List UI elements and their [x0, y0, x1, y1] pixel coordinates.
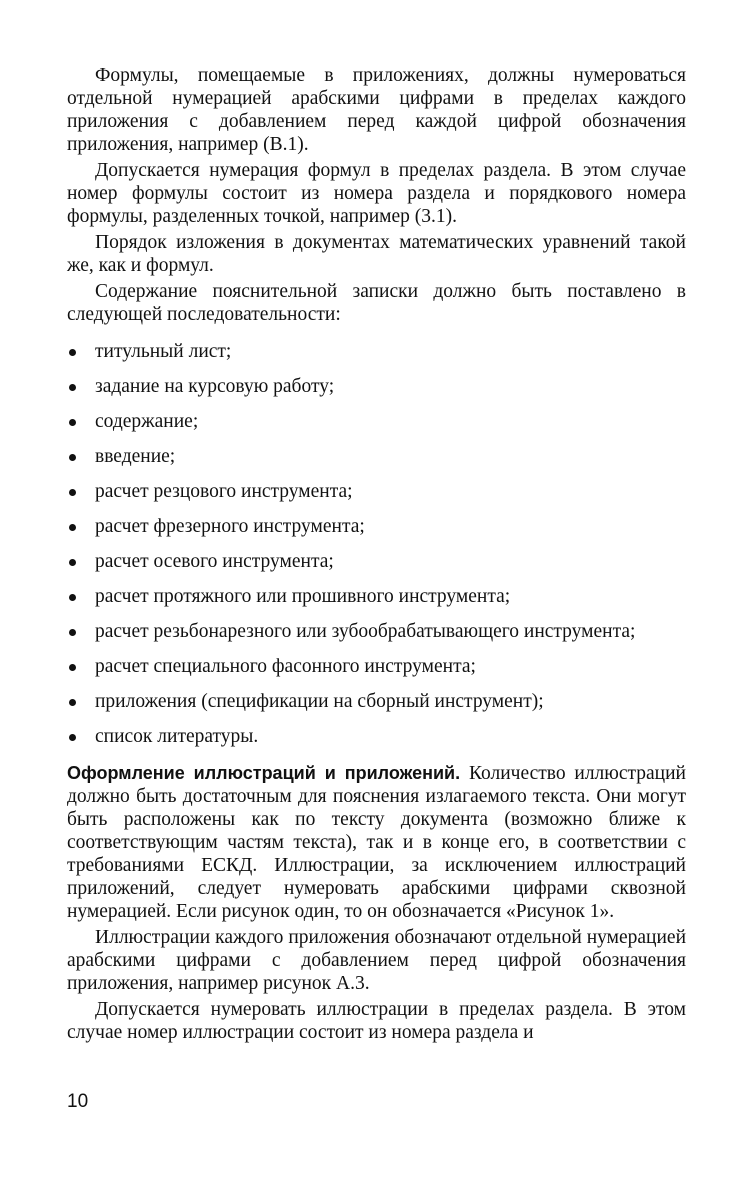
list-item-text: задание на курсовую работу; [95, 376, 335, 397]
list-item [67, 445, 686, 468]
bullet-icon [69, 454, 76, 461]
list-item-text: список литературы. [95, 726, 259, 747]
bullet-icon [69, 524, 76, 531]
list-item-text: введение; [95, 446, 176, 467]
contents-list [67, 340, 686, 748]
list-item-text: расчет протяжного или прошивного инструмента; [95, 586, 511, 607]
list-item [67, 515, 686, 538]
list-item [67, 690, 686, 713]
paragraph-appendix-illustrations: Иллюстрации каждого приложения обозначают отдельной нумерацией арабскими цифрами с добавлением перед цифрой обозначения приложения, например рисунок А.3. [67, 927, 686, 994]
bullet-icon [69, 559, 76, 566]
list-item [67, 585, 686, 608]
bullet-icon [69, 349, 76, 356]
page-number: 10 [67, 1091, 89, 1112]
bullet-icon [69, 629, 76, 636]
page-body [67, 64, 686, 1044]
paragraph-formula-numbering-section: Допускается нумерация формул в пределах раздела. В этом случае номер формулы состоит из номера раздела и порядкового номера формулы, разделенных точкой, например (3.1). [67, 160, 686, 227]
list-item [67, 725, 686, 748]
bullet-icon [69, 489, 76, 496]
list-item-text: приложения (спецификации на сборный инструмент); [95, 691, 544, 712]
list-item [67, 375, 686, 398]
list-item [67, 620, 686, 643]
paragraph-equations-order: Порядок изложения в документах математических уравнений такой же, как и формул. [67, 232, 686, 276]
paragraph-illustrations-section [67, 762, 686, 923]
list-item-text: расчет осевого инструмента; [95, 551, 334, 572]
section-heading: Оформление иллюстраций и приложений. [67, 763, 461, 783]
bullet-icon [69, 734, 76, 741]
list-item [67, 410, 686, 433]
list-item-text: содержание; [95, 411, 199, 432]
section-text: Количество иллюстраций должно быть достаточным для пояснения излагаемого текста. Они могут быть расположены как по тексту документа (возможно ближе к соответствующим частям текста), так и в конце его, в соответствии с требованиями ЕСКД. Иллюстрации, за исключением иллюстраций приложений, следует нумеровать арабскими цифрами сквозной нумерацией. Если рисунок один, то он обозначается «Рисунок 1». [67, 763, 686, 922]
bullet-icon [69, 594, 76, 601]
list-item-text: титульный лист; [95, 341, 232, 362]
list-item [67, 655, 686, 678]
bullet-icon [69, 664, 76, 671]
list-item-text: расчет резьбонарезного или зубообрабатывающего инструмента; [95, 621, 636, 642]
list-item [67, 550, 686, 573]
list-item [67, 340, 686, 363]
bullet-icon [69, 384, 76, 391]
bullet-icon [69, 699, 76, 706]
list-item-text: расчет специального фасонного инструмента; [95, 656, 476, 677]
paragraph-contents-sequence: Содержание пояснительной записки должно быть поставлено в следующей последовательности: [67, 281, 686, 325]
bullet-icon [69, 419, 76, 426]
list-item [67, 480, 686, 503]
list-item-text: расчет резцового инструмента; [95, 481, 353, 502]
list-item-text: расчет фрезерного инструмента; [95, 516, 365, 537]
paragraph-illustrations-per-section: Допускается нумеровать иллюстрации в пределах раздела. В этом случае номер иллюстрации состоит из номера раздела и [67, 999, 686, 1043]
paragraph-formula-numbering-appendix: Формулы, помещаемые в приложениях, должны нумероваться отдельной нумерацией арабскими цифрами в пределах каждого приложения с добавлением перед каждой цифрой обозначения приложения, например (В.1). [67, 65, 686, 155]
